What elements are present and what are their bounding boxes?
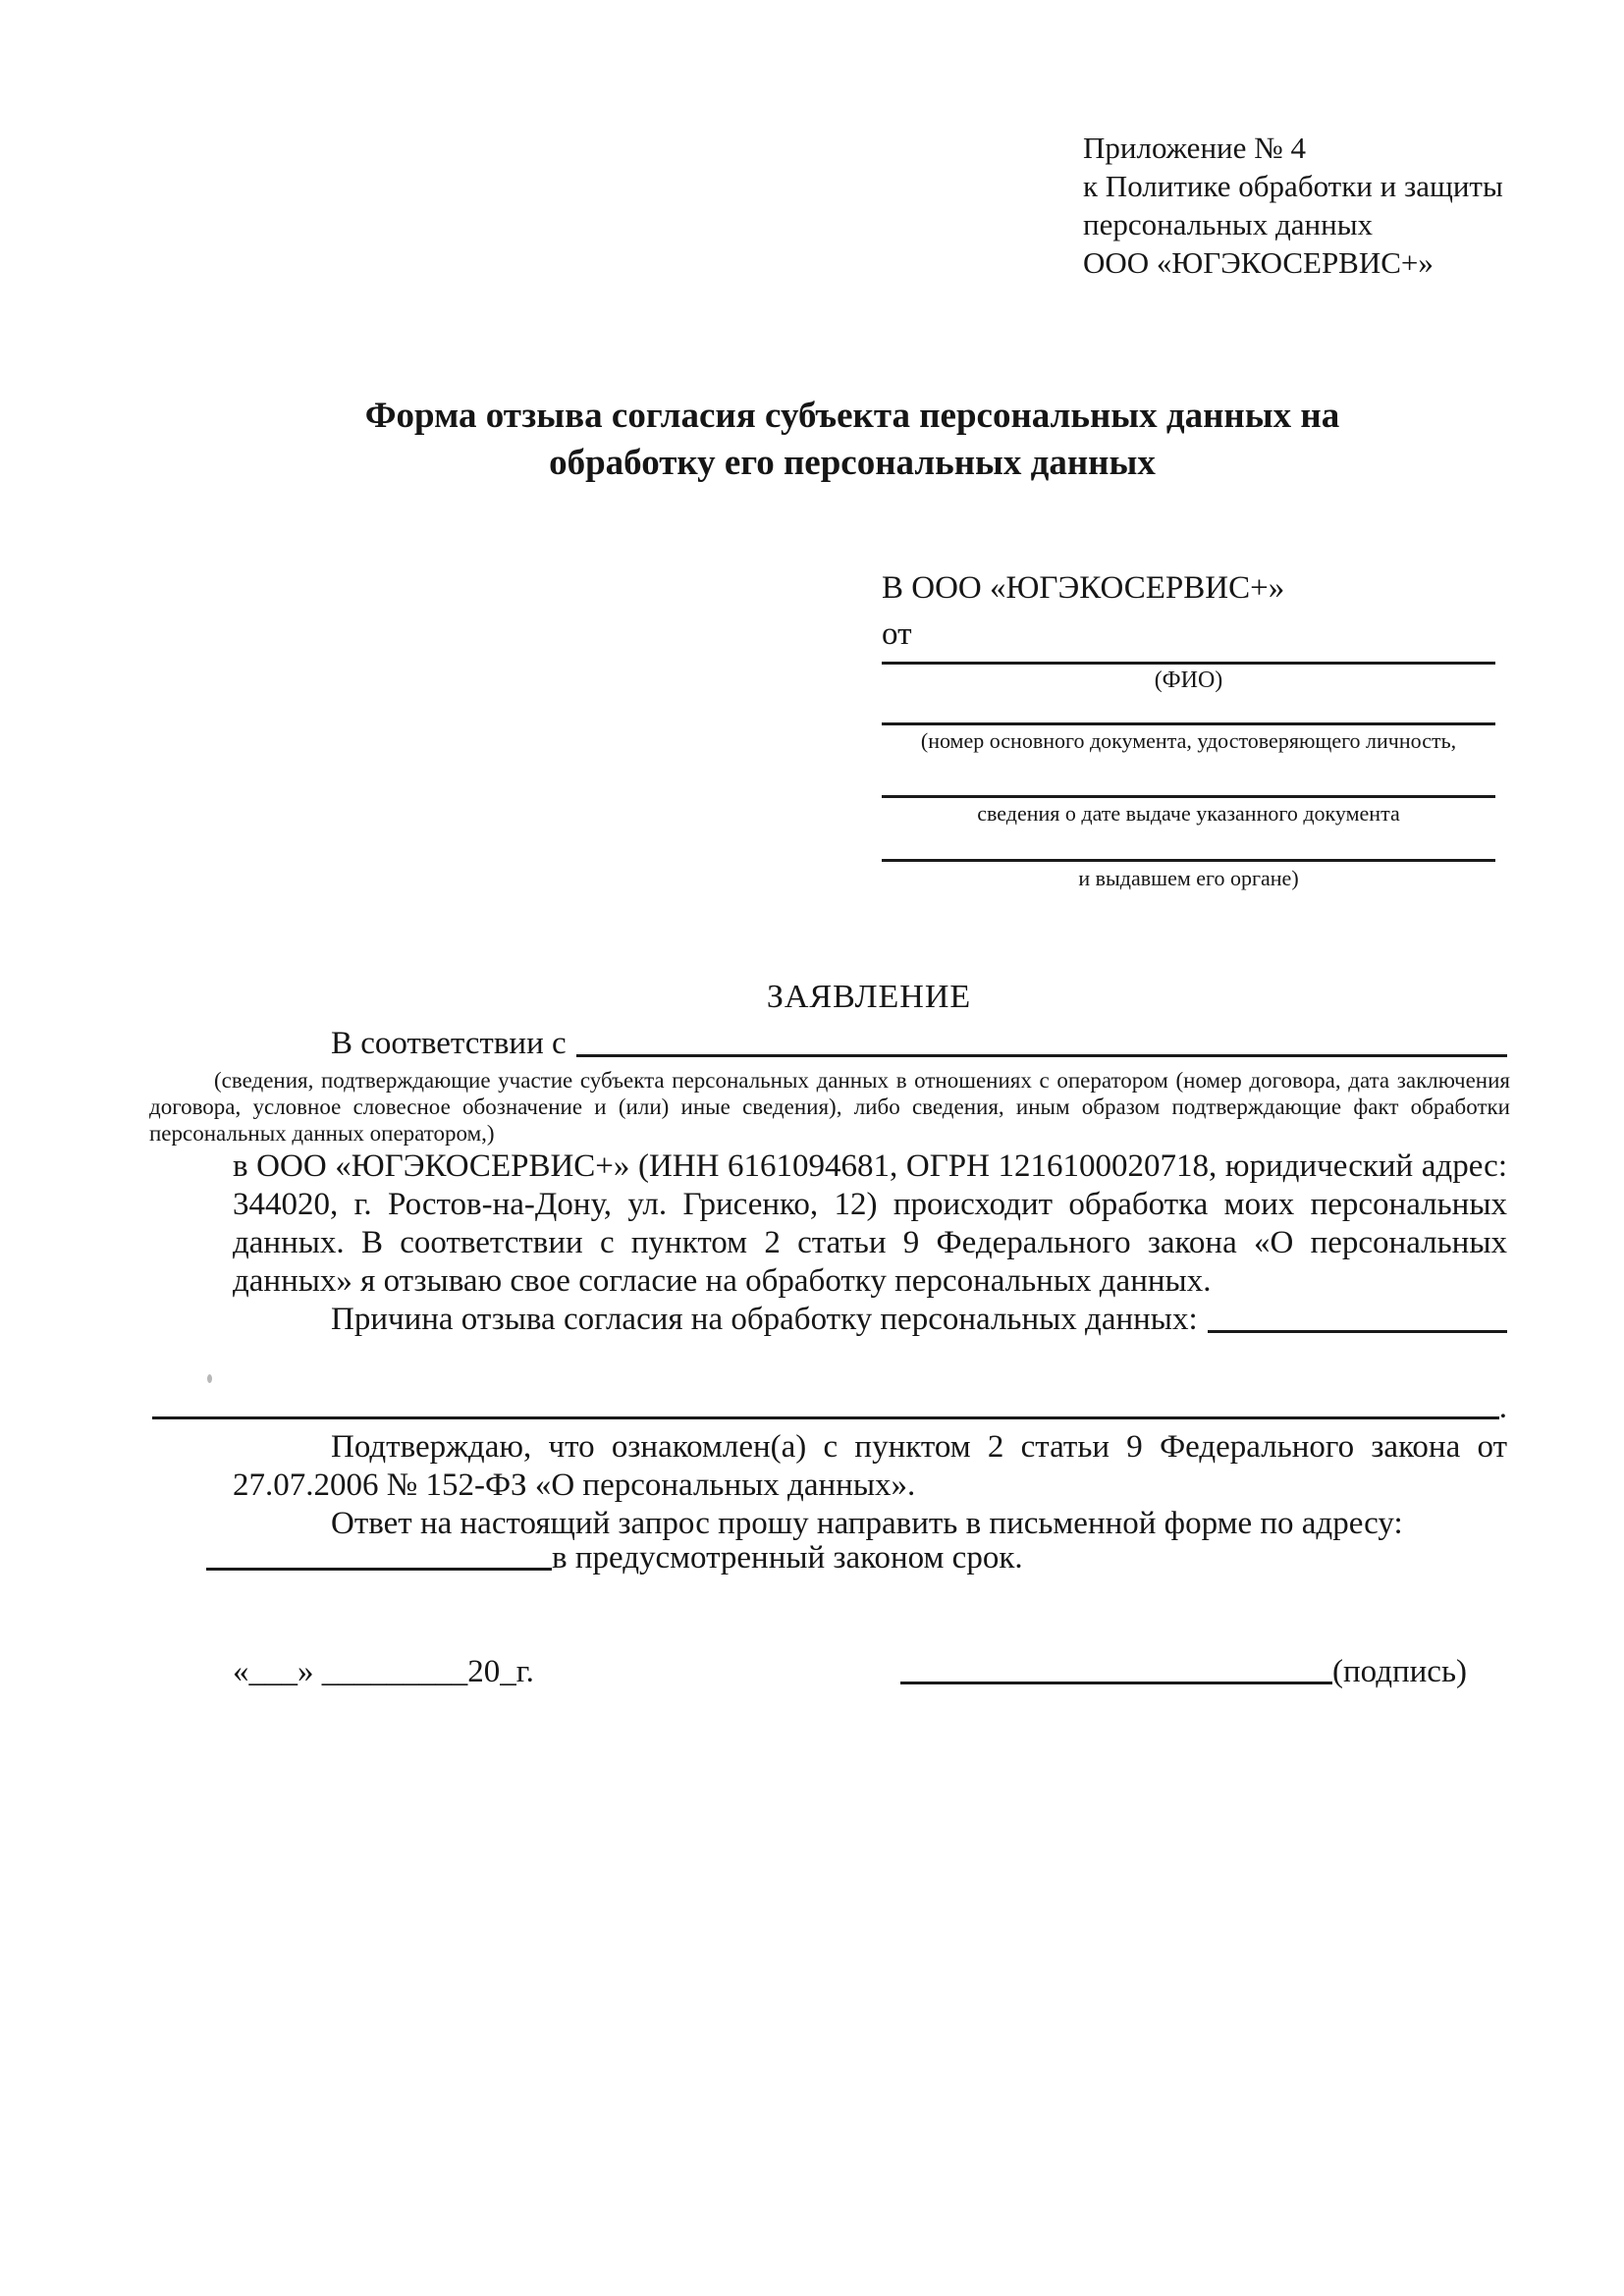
- appendix-header-line: к Политике обработки и защиты: [1083, 169, 1503, 203]
- accordance-label: В соответствии с: [331, 1026, 567, 1061]
- appendix-header-line: персональных данных: [1083, 207, 1374, 241]
- signature-caption: (подпись): [1332, 1654, 1467, 1689]
- from-label: от: [882, 616, 912, 652]
- appendix-header-line: Приложение № 4: [1083, 131, 1306, 165]
- document-number-blank-line: [882, 722, 1495, 725]
- signature-blank-line: [900, 1653, 1332, 1684]
- reply-address-line: [206, 1539, 1023, 1577]
- statement-body: в ООО «ЮГЭКОСЕРВИС+» (ИНН 6161094681, ОГРН 1216100020718, юридический адрес: 344020, г. Ростов-на-Дону, ул. Грисенко, 12) происходит обработка моих персональных данных. В соответствии с пунктом 2 статьи 9 Федерального закона «О персональных данных» я отзываю свое согласие на обработку персональных данных.: [233, 1148, 1507, 1299]
- appendix-header-line: ООО «ЮГЭКОСЕРВИС+»: [1083, 245, 1434, 280]
- issue-date-blank-line: [882, 795, 1495, 798]
- issuing-authority-blank-line: [882, 859, 1495, 862]
- reply-tail-text: в предусмотренный законом срок.: [552, 1540, 1023, 1575]
- trailing-period: .: [1498, 1390, 1507, 1425]
- date-blank-line: «___» _________20_г.: [233, 1654, 534, 1689]
- accordance-line: [233, 1025, 1507, 1063]
- reason-line: [233, 1301, 1507, 1339]
- reason-blank-line: [1208, 1301, 1507, 1333]
- fio-caption: (ФИО): [1154, 667, 1223, 693]
- issue-date-caption: сведения о дате выдаче указанного документа: [977, 801, 1400, 826]
- confirmation-paragraph: Подтверждаю, что ознакомлен(а) с пунктом 2 статьи 9 Федерального закона от 27.07.2006 № 152-ФЗ «О персональных данных».: [233, 1429, 1507, 1503]
- scan-artifact-dot: [207, 1374, 212, 1383]
- document-number-caption: (номер основного документа, удостоверяющего личность,: [920, 728, 1457, 753]
- reply-address-blank-line: [206, 1539, 552, 1571]
- reason-continuation-blank-line: [152, 1389, 1499, 1419]
- issuing-authority-caption: и выдавшем его органе): [1078, 866, 1299, 890]
- appendix-header: [1083, 129, 1503, 282]
- addressee-org: В ООО «ЮГЭКОСЕРВИС+»: [882, 570, 1285, 606]
- reason-continuation-line: [152, 1389, 1507, 1427]
- fio-blank-line: [882, 662, 1495, 665]
- signature-line: [900, 1653, 1467, 1691]
- document-title: Форма отзыва согласия субъекта персональных данных на обработку его персональных данных: [364, 396, 1340, 483]
- accordance-blank-line: [576, 1025, 1507, 1057]
- reply-request-paragraph: Ответ на настоящий запрос прошу направить в письменной форме по адресу:: [331, 1506, 1403, 1541]
- fine-print-note: (сведения, подтверждающие участие субъекта персональных данных в отношениях с оператором (номер договора, дата заключения договора, условное словесное обозначение и (или) иные сведения), либо сведения, иным образом подтверждающие факт обработки персональных данных оператором,): [149, 1068, 1510, 1146]
- reason-label: Причина отзыва согласия на обработку персональных данных:: [331, 1302, 1198, 1337]
- statement-heading: ЗАЯВЛЕНИЕ: [766, 979, 972, 1015]
